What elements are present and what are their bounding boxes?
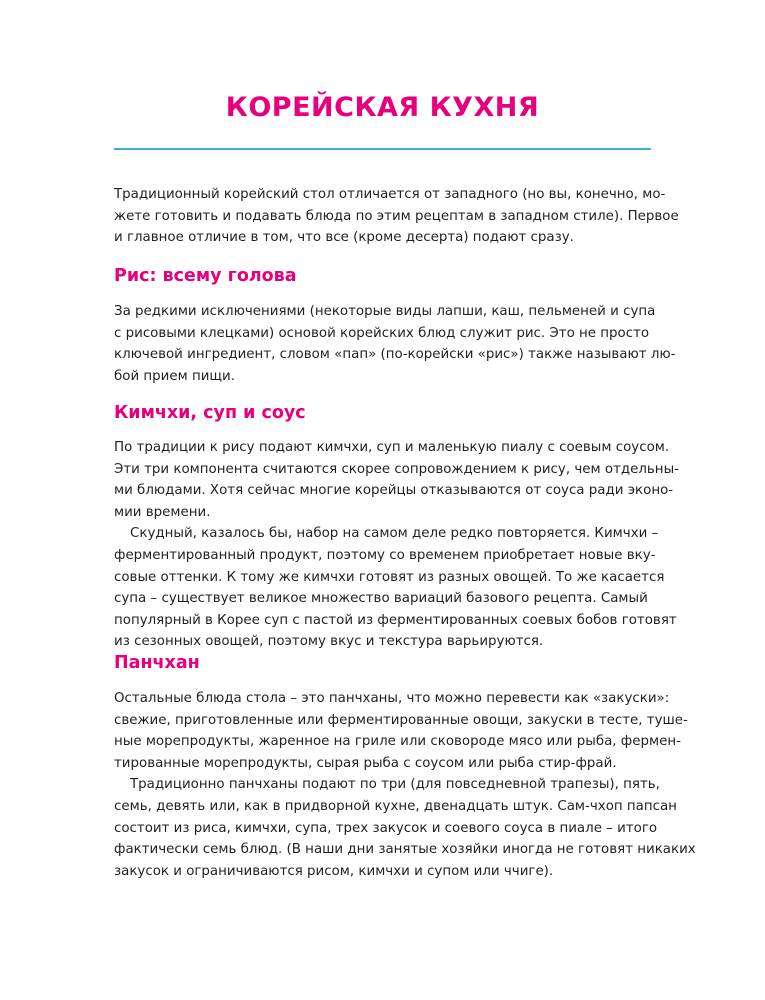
title-divider: [114, 148, 651, 150]
text-line: ми блюдами. Хотя сейчас многие корейцы отказываются от соуса ради эконо-: [114, 483, 674, 499]
rice-paragraph: [114, 301, 676, 387]
text-line: супа – существует великое множество вариаций базового рецепта. Самый: [114, 591, 648, 607]
text-line: состоит из риса, кимчхи, супа, трех закусок и соевого соуса в пиале – итого: [114, 820, 658, 836]
text-line: семь, девять или, как в придворной кухне, двенадцать штук. Сам-чхоп папсан: [114, 798, 677, 814]
text-line: ключевой ингредиент, словом «пап» (по-корейски «рис») также называют лю-: [114, 347, 676, 363]
text-line: За редкими исключениями (некоторые виды лапши, каш, пельменей и супа: [114, 304, 656, 319]
text-line: Традиционный корейский стол отличается от западного (но вы, конечно, мо-: [114, 187, 666, 202]
intro-paragraph: [114, 184, 679, 249]
text-line: совые оттенки. К тому же кимчхи готовят из разных овощей. То же касается: [114, 569, 665, 585]
text-line: ные морепродукты, жаренное на гриле или сковороде мясо или рыба, фермен-: [114, 734, 681, 750]
text-line: тированные морепродукты, сырая рыба с соусом или рыба стир-фрай.: [114, 755, 617, 771]
text-line: свежие, приготовленные или ферментированные овощи, закуски в тесте, туше-: [114, 712, 688, 728]
text-line: ферментированный продукт, поэтому со временем приобретает новые вку-: [114, 547, 656, 563]
text-line: жете готовить и подавать блюда по этим рецептам в западном стиле). Первое: [114, 208, 679, 224]
text-line: Скудный, казалось бы, набор на самом деле редко повторяется. Кимчхи –: [130, 526, 659, 542]
text-line: бой прием пищи.: [114, 368, 235, 384]
page-title: КОРЕЙСКАЯ КУХНЯ: [225, 92, 540, 123]
text-line: популярный в Корее суп с пастой из ферментированных соевых бобов готовят: [114, 612, 677, 628]
text-line: из сезонных овощей, поэтому вкус и текстура варьируются.: [114, 634, 544, 650]
text-line: с рисовыми клецками) основой корейских блюд служит рис. Это не просто: [114, 325, 650, 341]
text-line: Остальные блюда стола – это панчханы, что можно перевести как «закуски»:: [114, 691, 670, 706]
text-line: Традиционно панчханы подают по три (для повседневной трапезы), пять,: [130, 777, 660, 793]
section-heading-kimchi: Кимчхи, суп и соус: [114, 403, 306, 423]
text-line: фактически семь блюд. (В наши дни занятые хозяйки иногда не готовят никаких: [114, 842, 696, 858]
section-heading-banchan: Панчхан: [114, 653, 200, 673]
section-heading-rice: Рис: всему голова: [114, 266, 297, 286]
kimchi-paragraph: [114, 437, 679, 653]
text-line: Эти три компонента считаются скорее сопровождением к рису, чем отдельны-: [114, 461, 679, 477]
text-line: закусок и ограничиваются рисом, кимчхи и супом или ччиге).: [114, 863, 554, 879]
text-line: мии времени.: [114, 504, 211, 520]
text-line: По традиции к рису подают кимчхи, суп и маленькую пиалу с соевым соусом.: [114, 440, 670, 455]
text-line: и главное отличие в том, что все (кроме десерта) подают сразу.: [114, 230, 574, 246]
banchan-paragraph: [114, 688, 696, 882]
